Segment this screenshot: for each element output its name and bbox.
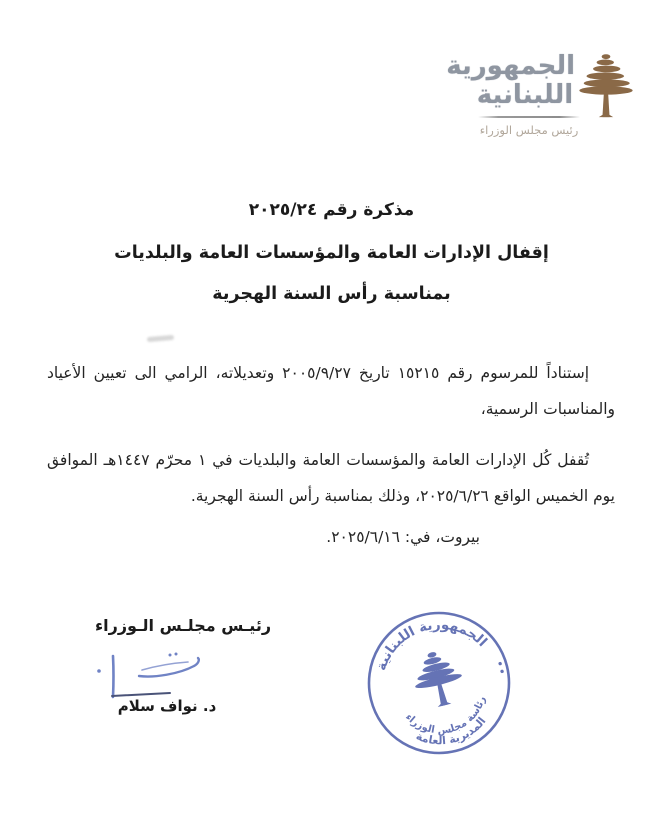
stamp-top-text: الجمهورية اللبنانية xyxy=(373,616,491,673)
scan-smudge xyxy=(147,335,174,342)
stamp-cedar-icon xyxy=(408,647,468,712)
memo-number: مذكرة رقم ٢٠٢٥/٢٤ xyxy=(248,200,415,220)
signature-title: رئيـس مجلـس الـوزراء xyxy=(94,616,272,635)
body-paragraph-2: تُقفل كُل الإدارات العامة والمؤسسات العامة والبلديات في ١ محرّم ١٤٤٧هـ الموافق يوم الخميس الواقع ٢٠٢٥/٦/٢٦، وذلك بمناسبة رأس السنة الهجرية. xyxy=(47,451,615,505)
cedar-tree-icon xyxy=(570,44,642,124)
body-paragraph-1: إستناداً للمرسوم رقم ١٥٢١٥ تاريخ ٢٠٠٥/٩/٢٧ وتعديلاته، الرامي الى تعيين الأعياد والمناسبات الرسمية، xyxy=(47,364,615,418)
memo-subject-line1: إقفال الإدارات العامة والمؤسسات العامة والبلديات xyxy=(114,243,549,263)
handwritten-signature xyxy=(84,642,236,704)
republic-line1: الجمهورية xyxy=(446,51,575,81)
republic-calligraphy xyxy=(446,51,575,110)
stamp-bottom-text: المديرية العامة xyxy=(414,714,489,748)
svg-text:المديرية العامة xyxy=(412,713,492,755)
official-stamp xyxy=(364,608,514,758)
header-divider-line xyxy=(478,116,580,118)
signer-name: د. نواف سلام xyxy=(117,697,217,715)
date-line: بيروت، في: ٢٠٢٥/٦/١٦. xyxy=(326,528,480,546)
memo-body xyxy=(47,355,615,514)
letterhead xyxy=(423,0,663,160)
stamp-middle-text: رئاسة مجلس الوزراء xyxy=(403,695,488,737)
header-office-title: رئيس مجلس الوزراء xyxy=(479,123,579,137)
republic-line2: اللبنانية xyxy=(476,80,574,110)
memo-subject-line2: بمناسبة رأس السنة الهجرية xyxy=(212,284,451,304)
stamp-dots xyxy=(498,662,504,674)
